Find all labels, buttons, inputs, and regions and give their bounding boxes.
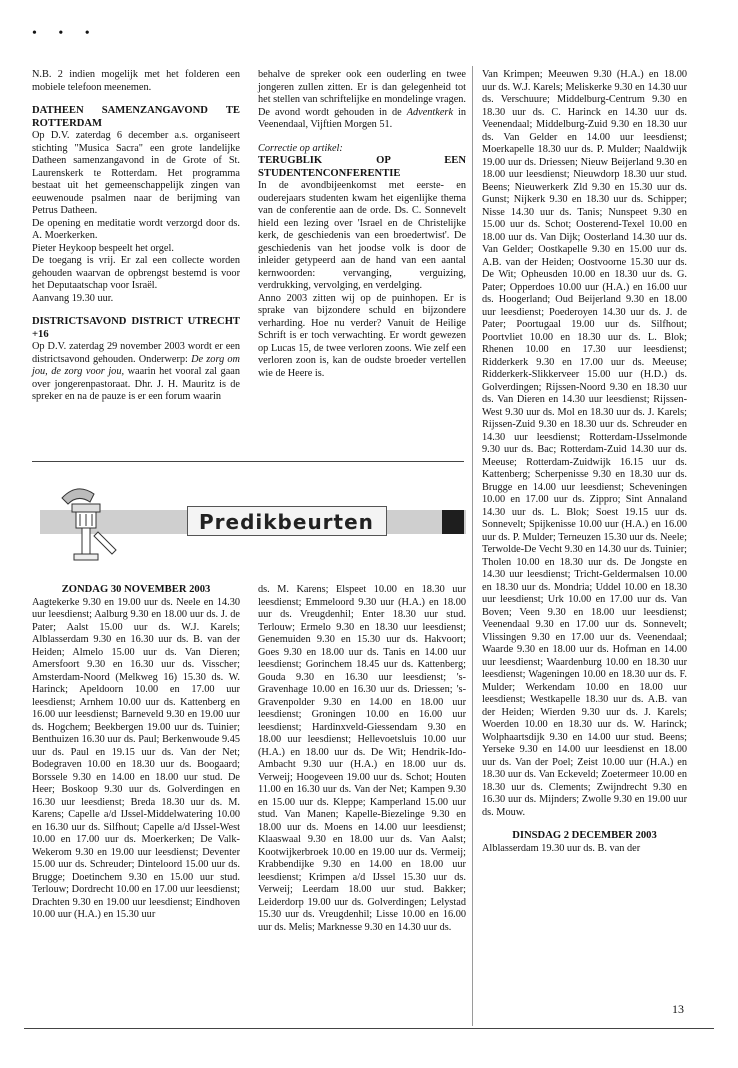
datheen-paragraph-1: Op D.V. zaterdag 6 december a.s. organiseert stichting "Musica Sacra" een grote landelijke Datheen samenzangavond in de Grote of St. Laurenskerk te Rotterdam. Het programma bestaat uit het gemeenschappelijk zingen van eeuwenoude psalmen naar de berijming van Petrus Datheen. bbox=[32, 130, 240, 216]
heading-district: DISTRICTSAVOND DISTRICT UTRECHT +16 bbox=[32, 316, 240, 340]
correctie-label: Correctie op artikel: bbox=[258, 142, 343, 154]
column-2-articles bbox=[258, 69, 466, 380]
district-paragraph bbox=[32, 341, 240, 404]
column-divider bbox=[472, 66, 473, 1026]
bottom-rule bbox=[24, 1028, 714, 1029]
continued-text-b: in Veenendaal, Vijftien Morgen 51. bbox=[258, 106, 466, 130]
predikbeurten-banner bbox=[32, 470, 466, 570]
terugblik-paragraph-2: Anno 2003 zitten wij op de puinhopen. Er is sprake van bijzondere schuld en bijzondere verharding. Hoe nu verder? Vanuit de Heilige Schrift is er toch verwachting. Er wordt gewezen op Lucas 15, de twee verloren zoons. Wie zelf een verloren zoon is, kan de oudste broeder vertellen wie de Heere is. bbox=[258, 292, 466, 379]
datheen-paragraph-4: De toegang is vrij. Er zal een collecte worden gehouden waarvan de opbrengst bestemd is voor het Deputaatschap voor Israël. bbox=[32, 255, 240, 291]
datheen-paragraph-5: Aanvang 19.30 uur. bbox=[32, 292, 114, 304]
adventkerk: Adventkerk bbox=[406, 106, 454, 118]
district-continued bbox=[258, 69, 466, 132]
zondag-listing-continued: ds. M. Karens; Elspeet 10.00 en 18.30 uur leesdienst; Emmeloord 9.30 uur (H.A.) en 18.00 uur ds. Vreugdenhil; Enter 18.30 uur stud. Terlouw; Ermelo 9.30 en 18.30 uur leesdienst; Genemuiden 9.30 en 15.30 uur ds. Hakvoort; Goes 9.30 en 18.00 uur ds. Tanis en 14.00 uur leesdienst; Gorinchem 18.45 uur ds. Kattenberg; Gouda 9.30 en 16.30 uur leesdienst; 's-Gravenhage 10.00 en 16.30 uur ds. Driessen; 's-Gravenpolder 9.30 en 14.00 en 18.00 uur leesdienst; Groningen 10.00 en 16.00 uur leesdienst; Hardinxveld-Giessendam 9.30 en 18.00 uur leesdienst; Hellevoetsluis 10.00 uur (H.A.) en 18.00 uur ds. De Wit; Hendrik-Ido-Ambacht 9.30 uur (H.A.) en 18.00 uur ds. Verweij; Hoogeveen 19.00 uur ds. Schot; Houten 11.00 en 16.30 uur ds. Van der Net; Kampen 9.30 en 15.00 uur ds. Kleppe; Kamperland 15.00 uur stud. Van Manen; Kapelle-Biezelinge 9.30 en 18.00 uur ds. Moens en 14.00 uur leesdienst; Klaaswaal 9.30 en 18.00 uur ds. Van Aalst; Kootwijkerbroek 10.00 en 19.00 uur ds. Vermeij; Krabbendijke 9.30 en 14.00 en 18.00 uur leesdienst; Krimpen a/d IJssel 15.30 uur ds. Verweij; Leerdam 18.00 uur stud. Bakker; Leiderdorp 19.00 uur ds. Golverdingen; Lelystad 15.30 uur ds. Vreugdenhil; Lisse 10.00 en 16.00 uur ds. Melis; Marknesse 9.30 en 14.30 uur ds. bbox=[258, 584, 466, 933]
zondag-listing-col3: Van Krimpen; Meeuwen 9.30 (H.A.) en 18.00 uur ds. W.J. Karels; Meliskerke 9.30 en 14.30 uur ds. Verschuure; Middelburg-Centrum 9.30 en 18.30 uur ds. C. Harinck en 14.30 uur ds. Veenendaal; Middelburg-Zuid 9.30 en 18.30 uur ds. Van Gelder en 14.00 uur leesdienst; Moerkapelle 18.30 uur ds. P. Mulder; Naaldwijk 19.00 uur ds. Driessen; Nieuw Beijerland 9.30 en 18.00 uur leesdienst; Nieuwdorp 18.30 uur stud. Beens; Nieuwerkerk Zld 9.30 en 15.30 uur ds. Gunst; Nijkerk 9.30 en 18.30 uur ds. Schipper; Nisse 14.30 uur ds. Tanis; Nunspeet 9.30 en 15.00 uur ds. Schot; Oosterend-Texel 10.00 en 18.00 uur ds. Van Dijk; Oosterland 14.30 uur ds. Van Gelder; Oostkapelle 9.30 en 15.00 uur ds. A.B. van der Heiden; Oostvoorne 15.30 uur ds. De Wit; Opheusden 10.00 en 18.30 uur ds. G. Pater; Opperdoes 10.00 uur (H.A.) en 16.00 uur ds. Hoogerland; Oud Beijerland 9.30 en 18.00 uur leesdienst; Poederoyen 14.30 uur ds. J. de Pater; Poortugaal 19.00 uur ds. Silfhout; Poortvliet 10.00 en 18.30 uur ds. L. Blok; Rhenen 10.00 en 17.30 uur leesdienst; Ridderkerk 9.30 en 17.00 uur ds. Meeuse; Ridderkerk-Slikkerveer 15.00 uur (H.D.) ds. Golverdingen; Rijssen-Noord 9.30 en 18.30 uur ds. Van Dieren en 14.30 uur leesdienst; Rijssen-West 9.30 uur ds. Mol en 18.30 uur ds. J. Karels; Rijssen-Zuid 9.30 en 18.30 uur ds. Schreuder en 14.30 uur leesdienst; Rotterdam-IJsselmonde 9.30 uur ds. Bac; Rotterdam-Zuid 14.30 uur ds. Meeuse; Rotterdam-Zuidwijk 16.15 uur ds. Kattenberg; Scherpenisse 9.30 en 18.30 uur ds. Brugge en 14.00 uur leesdienst; Scheveningen 10.00 en 17.00 uur ds. Zippro; Sint Annaland 14.30 uur ds. L. Blok; Soest 19.15 uur ds. Sonnevelt; Spijkenisse 10.00 uur (H.A.) en 16.00 uur ds. P. Mulder; Terneuzen 15.30 uur ds. Neele; Terwolde-De Vecht 9.30 en 14.30 uur ds. Tuinier; Tholen 10.00 en 18.30 uur ds. De Jongste en 14.30 uur leesdienst; Tricht-Geldermalsen 10.00 en 18.30 uur ds. Mondria; Uddel 10.00 en 18.30 uur leesdienst; Urk 10.00 en 17.00 uur ds. Van Boven; Veen 9.30 en 18.00 uur leesdienst; Veenendaal 9.30 en 17.00 uur ds. Sonnevelt; Vlissingen 9.30 en 17.00 uur ds. Veenendaal; Waarde 9.30 en 18.00 uur ds. Hofman en 14.00 uur leesdienst; Waardenburg 10.00 en 18.30 uur leesdienst; Wageningen 10.00 en 18.30 uur ds. F. Mulder; Werkendam 10.00 en 18.00 uur leesdienst; Westkapelle 18.30 uur ds. A.B. van der Heiden; Wierden 9.30 uur ds. J. Karels; Woerden 10.00 en 18.30 uur ds. W. Harinck; Wolphaartsdijk 9.30 en 14.00 uur stud. Beens; Yerseke 9.30 en 14.00 uur leesdienst en 18.00 uur ds. Van der Poel; Zeist 10.00 uur (H.A.) en 18.30 uur ds. Van Eckeveld; Zoetermeer 10.00 en 18.30 uur ds. Clements; Zwijndrecht 9.30 en 16.30 uur ds. Mijnders; Zwolle 9.30 en 19.00 uur ds. Mouw. bbox=[482, 69, 687, 818]
heading-zondag: ZONDAG 30 NOVEMBER 2003 bbox=[61, 584, 211, 595]
predik-column-1 bbox=[32, 584, 240, 922]
continued-text-a: behalve de spreker ook een ouderling en twee jongeren zullen zitten. Er is dan gelegenheid tot het stellen van schriftelijke en mondelinge vragen. De avond wordt gehouden in de bbox=[258, 69, 466, 118]
header-dots: • • • bbox=[32, 26, 99, 41]
heading-terugblik: TERUGBLIK OP EEN STUDENTENCONFERENTIE bbox=[258, 155, 466, 179]
zondag-listing: Aagtekerke 9.30 en 19.00 uur ds. Neele en 14.30 uur leesdienst; Aalburg 9.30 en 18.00 uur ds. J. de Pater; Aalst 15.00 uur ds. W.J. Karels; Alblasserdam 9.30 en 16.30 uur ds. B. van der Heiden; Almelo 15.00 uur ds. Van Dieren; Amersfoort 9.30 en 16.30 uur ds. Visscher; Amsterdam-Noord (Melkweg 16) 15.30 ds. W. Harinck; Apeldoorn 10.00 en 17.00 uur leesdienst; Arnhem 10.00 uur ds. Kattenberg en 16.00 uur leesdienst; Barneveld 9.30 en 19.00 uur ds. Hogchem; Beekbergen 19.00 uur ds. Tuinier; Benthuizen 16.30 uur ds. Paul; Berkenwoude 9.45 uur ds. Paul en 19.15 uur ds. Van der Net; Bodegraven 10.00 en 18.30 uur ds. Boogaard; Borssele 9.30 en 14.00 en 18.00 uur stud. De Heer; Boskoop 9.30 uur ds. Golverdingen en 16.30 uur leesdienst; Breda 18.30 uur ds. M. Karens; Capelle a/d IJssel-Middelwatering 10.00 en 16.30 uur ds. Silfhout; Capelle a/d IJssel-West 10.00 en 17.00 uur ds. Moerkerken; De Valk-Wekerom 9.30 en 19.00 uur leesdienst; Deventer 15.00 uur ds. Schreuder; Dinteloord 15.00 uur ds. Brugge; Doetinchem 9.30 en 15.00 uur stud. Terlouw; Dordrecht 10.00 en 17.00 uur leesdienst; Drachten 9.30 en 19.00 uur leesdienst; Eindhoven 10.00 uur (H.A.) en 15.30 uur bbox=[32, 596, 240, 920]
datheen-paragraph-2: De opening en meditatie wordt verzorgd door ds. A. Moerkerken. bbox=[32, 217, 240, 241]
district-text-a: Op D.V. zaterdag 29 november 2003 wordt er een districtsavond gehouden. Onderwerp: bbox=[32, 341, 240, 365]
district-text-b: waarin het vooral zal gaan over jongerenpastoraat. Dhr. J. H. Mauritz is de spreker en na de pauze is er een forum waarin bbox=[32, 366, 240, 402]
banner-title: Predikbeurten bbox=[199, 510, 374, 534]
datheen-paragraph-3: Pieter Heykoop bespeelt het orgel. bbox=[32, 242, 174, 254]
section-rule bbox=[32, 461, 464, 462]
banner-end-block bbox=[442, 510, 464, 534]
column-1-articles bbox=[32, 69, 240, 404]
page-number: 13 bbox=[672, 1002, 684, 1016]
heading-dinsdag: DINSDAG 2 DECEMBER 2003 bbox=[512, 830, 657, 841]
pulpit-icon bbox=[32, 470, 182, 570]
terugblik-paragraph-1: In de avondbijeenkomst met eerste- en ouderejaars studenten kwam het eigenlijke thema van de conferentie aan de orde. Ds. C. Sonnevelt hield een lezing over 'Israel en de Christelijke kerk, de geschiedenis van een broedertwist'. De geschiedenis van het joodse volk is door de inleider getypeerd aan de hand van een aantal kernwoorden: vervanging, verguizing, verdrukking, vervolging, en verdelging. bbox=[258, 180, 466, 291]
district-topic: De zorg om jou, de zorg voor jou, bbox=[32, 353, 240, 377]
predik-column-3 bbox=[482, 69, 687, 855]
predik-column-2 bbox=[258, 584, 466, 934]
heading-datheen: DATHEEN SAMENZANGAVOND TE ROTTERDAM bbox=[32, 105, 240, 129]
dinsdag-listing: Alblasserdam 19.30 uur ds. B. van der bbox=[482, 842, 641, 854]
nb2-note: N.B. 2 indien mogelijk met het folderen een mobiele telefoon meenemen. bbox=[32, 69, 240, 93]
